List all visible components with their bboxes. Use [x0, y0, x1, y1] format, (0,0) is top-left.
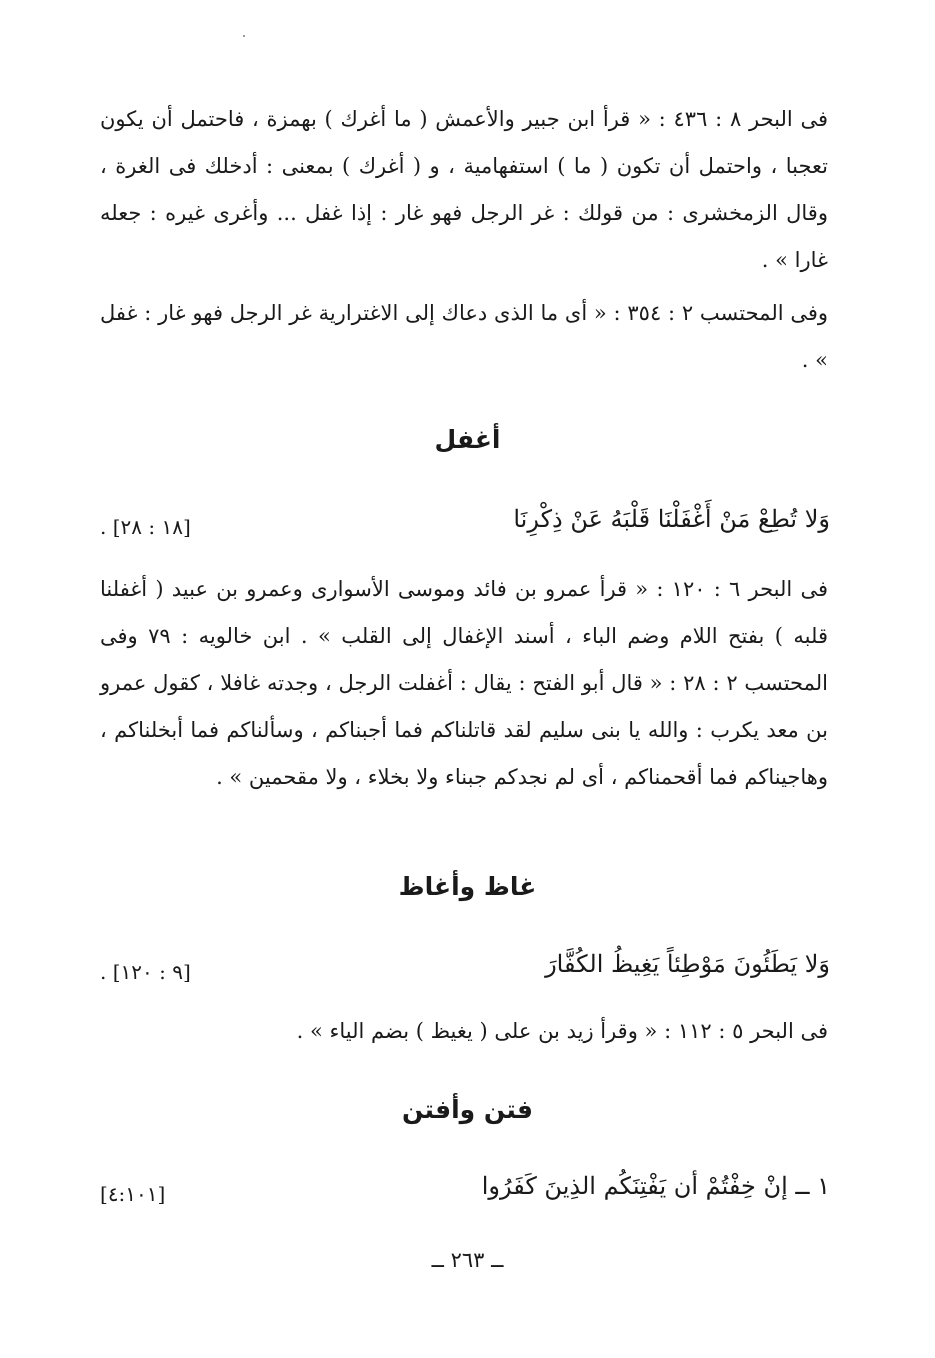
verse-line-3: [100, 1172, 830, 1222]
paragraph-muhtasab-2-354: وفى المحتسب ٢ : ٣٥٤ : « أى ما الذى دعاك إلى الاغترارية غر الرجل فهو غار : غفل » .: [100, 301, 829, 372]
heading-ghaz-waaghaz: غاظ وأغاظ: [398, 872, 537, 901]
verse-reference: [١٨ : ٢٨] .: [100, 515, 191, 539]
verse-line-1: [100, 505, 830, 555]
quran-verse: وَلا تُطِعْ مَنْ أَغْفَلْنَا قَلْبَهُ عَنْ ذِكْرِنَا: [513, 505, 830, 533]
verse-reference: [٩ : ١٢٠] .: [100, 960, 191, 984]
quran-verse: وَلا يَطَئُونَ مَوْطِئاً يَغِيظُ الكُفَّارَ: [545, 950, 830, 978]
page-number: ــ ٢٦٣ ــ: [431, 1248, 504, 1272]
verse-reference: [٤:١٠١]: [100, 1182, 166, 1206]
paragraph-bahr-6-120: فى البحر ٦ : ١٢٠ : « قرأ عمرو بن فائد وموسى الأسوارى وعمرو بن عبيد ( أغفلنا قلبه ) بفتح اللام وضم الباء ، أسند الإغفال إلى القلب » . ابن خالويه : ٧٩ وفى المحتسب ٢ : ٢٨ : « قال أبو الفتح : يقال : أغفلت الرجل ، وجدته غافلا ، كقول عمرو بن معد يكرب : والله يا بنى سليم لقد قاتلناكم فما أجبناكم ، وسألناكم فما أبخلناكم ، وهاجيناكم فما أقحمناكم ، أى لم نجدكم جبناء ولا بخلاء ، ولا مقحمين » .: [100, 577, 829, 789]
verse-line-2: [100, 950, 830, 1000]
paragraph-bahr-8-436: فى البحر ٨ : ٤٣٦ : « قرأ ابن جبير والأعمش ( ما أغرك ) بهمزة ، فاحتمل أن يكون تعجبا ، واحتمل أن تكون ( ما ) استفهامية ، و ( أغرك ) بمعنى : أدخلك فى الغرة ، وقال الزمخشرى : من قولك : غر الرجل فهو غار : إذا غفل ... وأغرى غيره : جعله غارا » .: [100, 107, 828, 272]
quran-verse: ١ ــ إنْ خِفْتُمْ أن يَفْتِنَكُم الذِينَ كَفَرُوا: [481, 1172, 830, 1200]
heading-aghfal: أغفل: [434, 425, 501, 454]
heading-fatan-waaftan: فتن وأفتن: [402, 1095, 533, 1124]
paragraph-bahr-5-112: فى البحر ٥ : ١١٢ : « وقرأ زيد بن على ( يغيظ ) بضم الياء » .: [296, 1019, 828, 1043]
scan-speck: [243, 35, 245, 37]
